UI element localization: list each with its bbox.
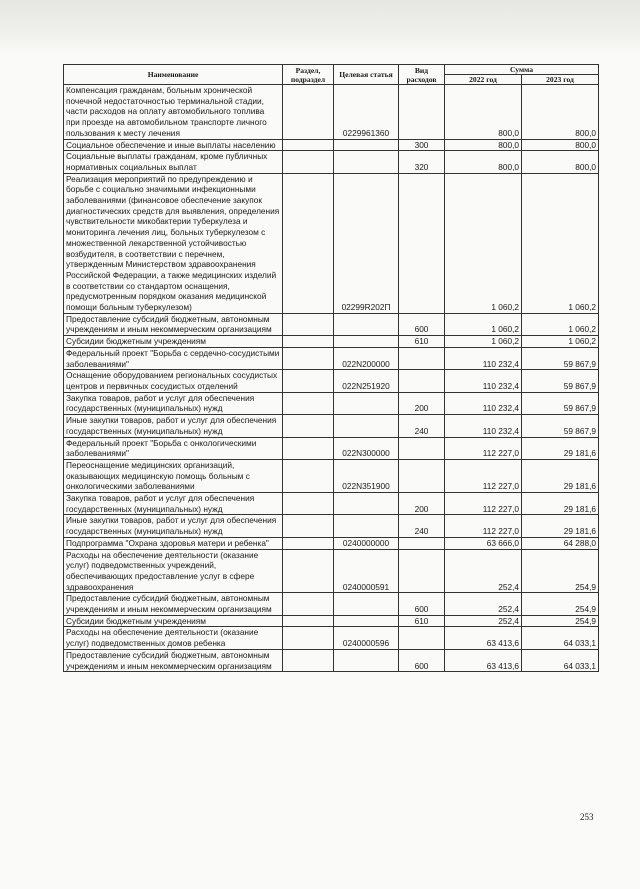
row-name — [64, 370, 283, 392]
row-code: 02299R202П — [334, 173, 399, 313]
row-name-text: Расходы на обеспечение деятельности (оказание услуг) подведомственных учреждений, обеспечивающих предоставление услуг в сфере здравоохранения — [66, 549, 259, 592]
table-row — [64, 336, 599, 348]
row-sum-2022: 1 060,2 — [445, 313, 522, 335]
row-code — [334, 313, 399, 335]
row-sum-2023: 800,0 — [522, 85, 599, 140]
row-name — [64, 593, 283, 615]
row-expense-type — [399, 627, 445, 649]
table-row — [64, 537, 599, 549]
row-name — [64, 139, 283, 151]
row-sum-2022: 112 227,0 — [445, 515, 522, 537]
row-name — [64, 459, 283, 492]
row-name-text: Подпрограмма "Охрана здоровья матери и ребенка" — [66, 537, 269, 548]
row-code — [334, 649, 399, 671]
table-row — [64, 593, 599, 615]
header-name: Наименование — [64, 65, 283, 85]
row-sum-2023: 29 181,6 — [522, 515, 599, 537]
row-sum-2022: 252,4 — [445, 615, 522, 627]
row-section — [283, 493, 334, 515]
row-code — [334, 593, 399, 615]
row-expense-type: 240 — [399, 415, 445, 437]
row-expense-type: 240 — [399, 515, 445, 537]
row-code: 0229961360 — [334, 85, 399, 140]
row-sum-2022: 110 232,4 — [445, 370, 522, 392]
row-code: 0240000000 — [334, 537, 399, 549]
row-code: 022N200000 — [334, 347, 399, 369]
row-name-text: Предоставление субсидий бюджетным, автономным учреждениям и иным некоммерческим организациям — [66, 649, 272, 671]
row-name-text: Предоставление субсидий бюджетным, автономным учреждениям и иным некоммерческим организациям — [66, 593, 272, 615]
row-sum-2022: 110 232,4 — [445, 392, 522, 414]
row-sum-2022: 800,0 — [445, 151, 522, 173]
row-sum-2023: 29 181,6 — [522, 493, 599, 515]
row-sum-2023: 59 867,9 — [522, 415, 599, 437]
row-expense-type: 610 — [399, 615, 445, 627]
row-name-text: Федеральный проект "Борьба с сердечно-сосудистыми заболеваниями" — [66, 347, 280, 369]
row-section — [283, 649, 334, 671]
row-code — [334, 415, 399, 437]
row-code — [334, 151, 399, 173]
row-sum-2023: 59 867,9 — [522, 347, 599, 369]
row-sum-2023: 59 867,9 — [522, 392, 599, 414]
row-expense-type — [399, 549, 445, 593]
row-section — [283, 347, 334, 369]
row-sum-2023: 1 060,2 — [522, 173, 599, 313]
row-expense-type: 200 — [399, 493, 445, 515]
table-row — [64, 627, 599, 649]
row-sum-2022: 1 060,2 — [445, 336, 522, 348]
row-expense-type — [399, 85, 445, 140]
row-section — [283, 139, 334, 151]
row-expense-type — [399, 437, 445, 459]
row-sum-2022: 800,0 — [445, 139, 522, 151]
table-row — [64, 85, 599, 140]
row-expense-type: 320 — [399, 151, 445, 173]
row-expense-type: 600 — [399, 649, 445, 671]
row-name — [64, 313, 283, 335]
table-row — [64, 615, 599, 627]
row-sum-2022: 252,4 — [445, 593, 522, 615]
row-section — [283, 437, 334, 459]
page-number: 253 — [580, 812, 594, 822]
row-expense-type — [399, 537, 445, 549]
row-expense-type: 600 — [399, 593, 445, 615]
row-name-text: Иные закупки товаров, работ и услуг для обеспечения государственных (муниципальных) нужд — [66, 415, 277, 436]
row-expense-type — [399, 459, 445, 492]
table-row — [64, 437, 599, 459]
row-name-text: Расходы на обеспечение деятельности (оказание услуг) подведомственных домов ребенка — [66, 627, 259, 649]
row-code: 022N300000 — [334, 437, 399, 459]
row-expense-type: 600 — [399, 313, 445, 335]
row-section — [283, 593, 334, 615]
row-sum-2022: 800,0 — [445, 85, 522, 140]
row-section — [283, 459, 334, 492]
row-name — [64, 415, 283, 437]
row-sum-2022: 63 413,6 — [445, 649, 522, 671]
row-sum-2022: 252,4 — [445, 549, 522, 593]
row-name-text: Субсидии бюджетным учреждениям — [66, 615, 206, 626]
row-sum-2023: 254,9 — [522, 593, 599, 615]
budget-table — [63, 64, 599, 672]
row-code: 0240000591 — [334, 549, 399, 593]
row-name-text: Закупка товаров, работ и услуг для обеспечения государственных (муниципальных) нужд — [66, 493, 255, 514]
row-sum-2022: 112 227,0 — [445, 437, 522, 459]
row-expense-type — [399, 173, 445, 313]
row-sum-2023: 59 867,9 — [522, 370, 599, 392]
row-code — [334, 493, 399, 515]
row-sum-2023: 64 033,1 — [522, 627, 599, 649]
row-name-text: Социальные выплаты гражданам, кроме публичных нормативных социальных выплат — [66, 151, 268, 172]
table-row — [64, 139, 599, 151]
row-sum-2022: 63 666,0 — [445, 537, 522, 549]
row-sum-2023: 800,0 — [522, 139, 599, 151]
table-row — [64, 370, 599, 392]
header-section: Раздел, подраздел — [283, 65, 334, 85]
row-name — [64, 437, 283, 459]
row-sum-2022: 110 232,4 — [445, 347, 522, 369]
row-name-text: Оснащение оборудованием региональных сосудистых центров и первичных сосудистых отделений — [66, 370, 278, 391]
table-row — [64, 493, 599, 515]
row-name-text: Предоставление субсидий бюджетным, автономным учреждениям и иным некоммерческим организациям — [66, 313, 272, 335]
row-sum-2023: 800,0 — [522, 151, 599, 173]
row-name — [64, 173, 283, 313]
row-name-text: Социальное обеспечение и иные выплаты населению — [66, 139, 276, 150]
row-name — [64, 627, 283, 649]
header-year-2023: 2023 год — [522, 75, 599, 85]
row-name-text: Субсидии бюджетным учреждениям — [66, 336, 206, 347]
row-sum-2022: 112 227,0 — [445, 493, 522, 515]
table-body — [64, 85, 599, 672]
row-section — [283, 537, 334, 549]
table-row — [64, 151, 599, 173]
table-row — [64, 173, 599, 313]
scan-shadow — [0, 0, 640, 55]
row-name — [64, 493, 283, 515]
row-expense-type: 610 — [399, 336, 445, 348]
row-section — [283, 515, 334, 537]
row-name — [64, 649, 283, 671]
header-year-2022: 2022 год — [445, 75, 522, 85]
table-row — [64, 392, 599, 414]
row-sum-2022: 1 060,2 — [445, 173, 522, 313]
row-sum-2023: 254,9 — [522, 615, 599, 627]
row-code: 022N251920 — [334, 370, 399, 392]
table-row — [64, 459, 599, 492]
row-section — [283, 370, 334, 392]
row-sum-2022: 63 413,6 — [445, 627, 522, 649]
row-name-text: Закупка товаров, работ и услуг для обеспечения государственных (муниципальных) нужд — [66, 392, 255, 414]
row-code — [334, 392, 399, 414]
row-name — [64, 336, 283, 348]
header-expense-type: Вид расходов — [399, 65, 445, 85]
row-name — [64, 537, 283, 549]
row-section — [283, 336, 334, 348]
row-name — [64, 549, 283, 593]
row-name — [64, 151, 283, 173]
row-section — [283, 627, 334, 649]
row-section — [283, 173, 334, 313]
table-row — [64, 313, 599, 335]
table-row — [64, 649, 599, 671]
table-header — [64, 65, 599, 85]
row-expense-type: 300 — [399, 139, 445, 151]
row-sum-2023: 1 060,2 — [522, 313, 599, 335]
row-sum-2023: 64 033,1 — [522, 649, 599, 671]
row-code — [334, 139, 399, 151]
row-name-text: Компенсация гражданам, больным хронической почечной недостаточностью терминальной стадии, части расходов на оплату автомобильного топлива при проезде на автомобильном транспорте личного пользования к месту лечения — [66, 85, 267, 138]
row-name-text: Федеральный проект "Борьба с онкологическими заболеваниями" — [66, 437, 257, 459]
table-row — [64, 549, 599, 593]
row-name — [64, 392, 283, 414]
header-sum: Сумма — [445, 65, 599, 75]
row-section — [283, 615, 334, 627]
row-section — [283, 415, 334, 437]
row-name-text: Иные закупки товаров, работ и услуг для обеспечения государственных (муниципальных) нужд — [66, 515, 277, 537]
row-code: 022N351900 — [334, 459, 399, 492]
row-sum-2022: 110 232,4 — [445, 415, 522, 437]
table-row — [64, 415, 599, 437]
row-name — [64, 85, 283, 140]
row-expense-type: 200 — [399, 392, 445, 414]
row-sum-2023: 1 060,2 — [522, 336, 599, 348]
row-section — [283, 549, 334, 593]
row-name — [64, 347, 283, 369]
row-code — [334, 515, 399, 537]
row-sum-2023: 64 288,0 — [522, 537, 599, 549]
row-sum-2022: 112 227,0 — [445, 459, 522, 492]
row-code: 0240000596 — [334, 627, 399, 649]
row-sum-2023: 29 181,6 — [522, 459, 599, 492]
row-section — [283, 85, 334, 140]
row-section — [283, 392, 334, 414]
table-row — [64, 347, 599, 369]
header-article: Целевая статья — [334, 65, 399, 85]
row-section — [283, 151, 334, 173]
row-section — [283, 313, 334, 335]
table-row — [64, 515, 599, 537]
row-name — [64, 615, 283, 627]
row-name-text: Переоснащение медицинских организаций, оказывающих медицинскую помощь больным с онкологическими заболеваниями — [66, 459, 250, 492]
row-sum-2023: 29 181,6 — [522, 437, 599, 459]
row-code — [334, 615, 399, 627]
row-name — [64, 515, 283, 537]
row-name-text: Реализация мероприятий по предупреждению и борьбе с социально значимыми инфекционными заболеваниями (финансовое обеспечение закупок диагностических средств для выявления, определения чувствительности микобактерии туберкулеза и мониторинга лечения лиц, больных туберкулезом с множественной лекарственной устойчивостью возбудителя, в соответствии с перечнем, утвержденным Министерством здравоохранения Российской Федерации, а также медицинских изделий в соответствии со стандартом оснащения, предусмотренным порядком оказания медицинской помощи больным туберкулезом) — [66, 173, 280, 313]
row-code — [334, 336, 399, 348]
row-expense-type — [399, 347, 445, 369]
row-sum-2023: 254,9 — [522, 549, 599, 593]
row-expense-type — [399, 370, 445, 392]
